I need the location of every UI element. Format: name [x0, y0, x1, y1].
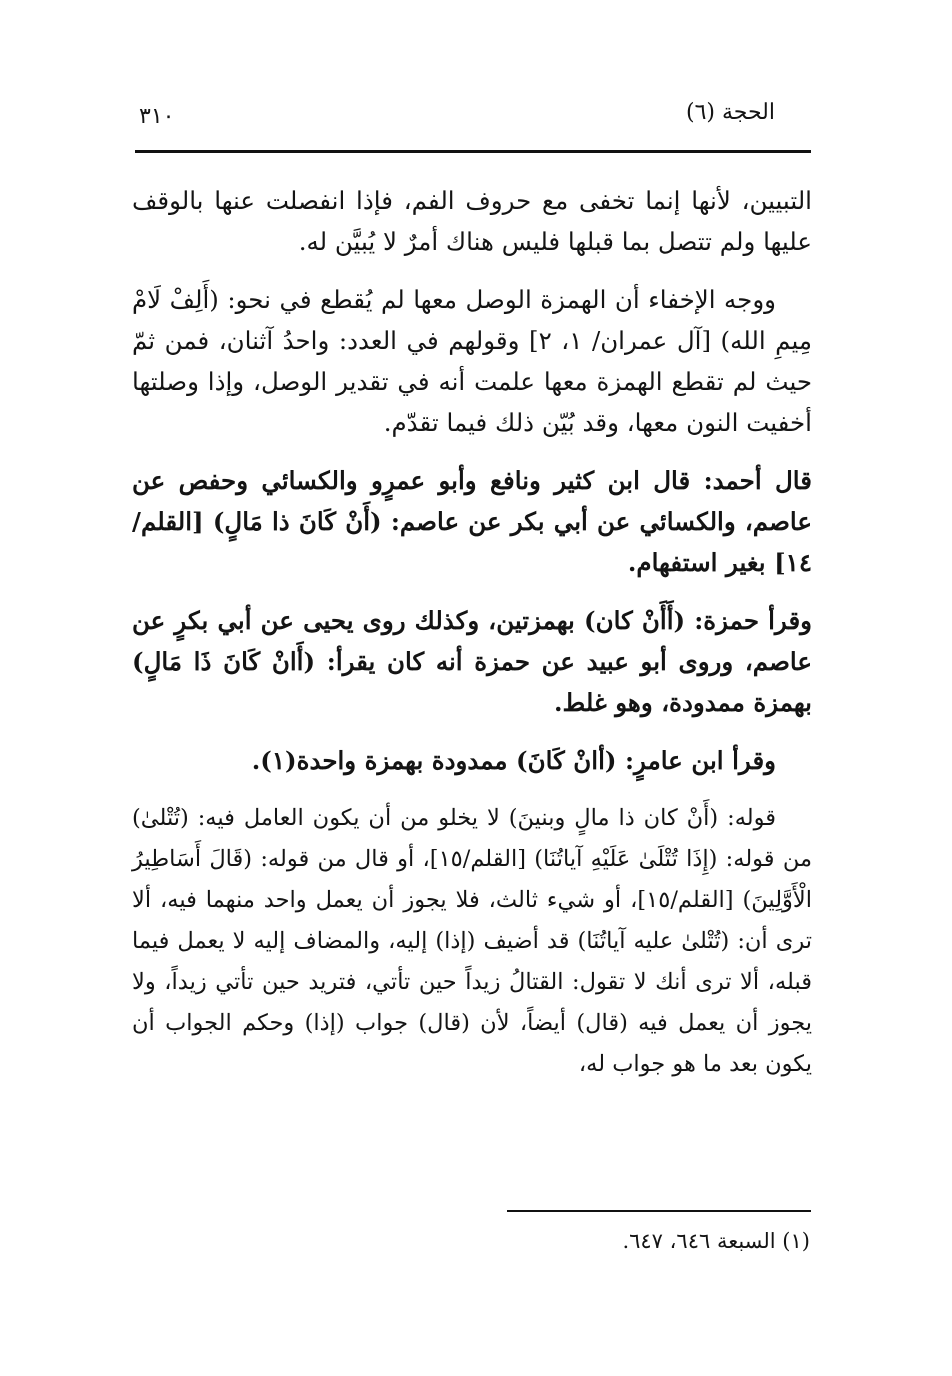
paragraph-1: التبيين، لأنها إنما تخفى مع حروف الفم، فإذا انفصلت عنها بالوقف عليها ولم تتصل بما قبلها فليس هناك أمرٌ لا يُبيَّن له. [132, 186, 812, 256]
paragraph-5: وقرأ ابن عامرٍ: (أانْ كَانَ) ممدودة بهمزة واحدة(١). [251, 746, 776, 775]
body-text [132, 180, 812, 1085]
footnote-rule [507, 1210, 811, 1212]
paragraph-3: قال أحمد: قال ابن كثير ونافع وأبو عمرٍو والكسائي وحفص عن عاصم، والكسائي عن أبي بكر عن عاصم: (أَنْ كَانَ ذا مَالٍ) [القلم/١٤] بغير استفهام. [132, 466, 812, 577]
page-header [135, 96, 815, 136]
paragraph-4: وقرأ حمزة: (أَأَنْ كان) بهمزتين، وكذلك روى يحيى عن أبي بكرٍ عن عاصم، وروى أبو عبيد عن حمزة أنه كان يقرأ: (أَانْ كَانَ ذَا مَالٍ) بهمزة ممدودة، وهو غلط. [132, 606, 812, 717]
header-rule [135, 150, 811, 153]
paragraph-2: ووجه الإخفاء أن الهمزة الوصل معها لم يُقطع في نحو: (أَلِفْ لَامْ مِيمِ الله) [آل عمران/ ١، ٢] وقولهم في العدد: واحدُ آثنان، فمن ثمّ حيث لم تقطع الهمزة معها علمت أنه في تقدير الوصل، وإذا وصلتها أخفيت النون معها، وقد بُيّن ذلك فيما تقدّم. [132, 285, 812, 437]
running-title: الحجة (٦) [685, 100, 775, 125]
page-number: ٣١٠ [139, 104, 175, 129]
paragraph-6: قوله: (أَنْ كان ذا مالٍ وبنينَ) لا يخلو من أن يكون العامل فيه: (تُتْلىٰ) من قوله: (إِذَا تُتْلَىٰ عَلَيْهِ آياتُنَا) [القلم/١٥]، أو قال من قوله: (قَالَ أَسَاطِيرُ الْأَوَّلِينَ) [القلم/١٥]، أو شيء ثالث، فلا يجوز أن يعمل واحد منهما فيه، ألا ترى أن: (تُتْلىٰ عليه آياتُنَا) قد أضيف (إذا) إليه، والمضاف إليه لا يعمل فيما قبله، ألا ترى أنك لا تقول: القتالُ زيداً حين تأتي، فتريد حين تأتي زيداً، ولا يجوز أن يعمل فيه (قال) أيضاً، لأن (قال) جواب (إذا) وحكم الجواب أن يكون بعد ما هو جواب له، [132, 805, 813, 1077]
footnote: (١) السبعة ٦٤٦، ٦٤٧. [622, 1229, 810, 1253]
